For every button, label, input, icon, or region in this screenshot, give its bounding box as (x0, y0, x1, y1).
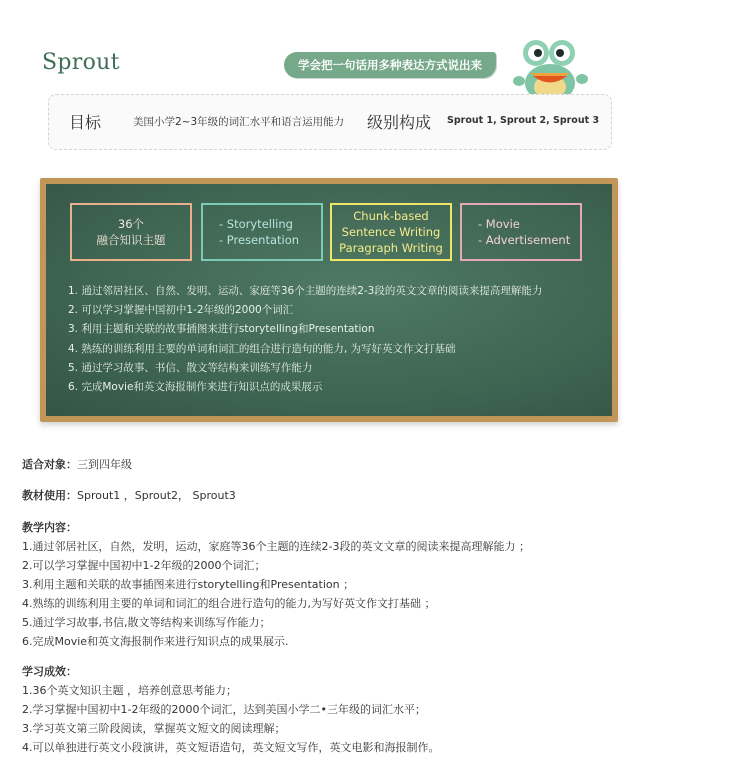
outcome-title (22, 665, 77, 679)
chip-line: 36个 (117, 217, 145, 231)
chip-line: - Movie (478, 217, 520, 231)
target-value: 三到四年级 (77, 458, 132, 471)
chip-line: - Storytelling (219, 217, 293, 231)
slogan-banner: 学会把一句话用多种表达方式说出来 (284, 52, 496, 78)
outcome-item: 2.学习掌握中国初中1-2年级的2000个词汇，达到美国小学二•三年级的词汇水平； (22, 703, 426, 716)
board-list (68, 282, 542, 397)
chalkboard (40, 178, 618, 422)
content-item: 5.通过学习故事,书信,散文等结构来训练写作能力； (22, 616, 271, 629)
chip-line: Paragraph Writing (339, 241, 443, 255)
chip-line: 融合知识主题 (96, 233, 166, 247)
chip-writing (330, 203, 452, 261)
chalkboard-surface (46, 184, 612, 416)
chip-knowledge-topics (70, 203, 192, 261)
content-item: 6.完成Movie和英文海报制作来进行知识点的成果展示. (22, 635, 289, 648)
board-item: 4. 熟练的训练利用主要的单词和词汇的组合进行造句的能力, 为写好英文作文打基础 (68, 342, 456, 355)
board-item: 6. 完成Movie和英文海报制作来进行知识点的成果展示 (68, 381, 323, 394)
board-item: 3. 利用主题和关联的故事插图来进行storytelling和Presentation (68, 323, 375, 336)
goal-level-box (48, 94, 612, 150)
level-text: Sprout 1, Sprout 2, Sprout 3 (447, 115, 600, 126)
goal-text: 美国小学2~3年级的词汇水平和语言运用能力 (133, 116, 345, 128)
chip-line: - Presentation (219, 233, 300, 247)
outcome-item: 1.36个英文知识主题 ，培养创意思考能力； (22, 684, 237, 697)
board-item: 5. 通过学习故事、书信、散文等结构来训练写作能力 (68, 361, 313, 374)
materials-row (22, 489, 236, 503)
chip-line: Sentence Writing (341, 225, 441, 239)
content-title (22, 521, 77, 535)
outcome-title-text: 学习成效： (22, 665, 77, 678)
goal-label: 目标 (69, 113, 102, 132)
outcome-item: 4.可以单独进行英文小段演讲，英文短语造句，英文短文写作，英文电影和海报制作。 (22, 741, 440, 754)
content-item: 3.利用主题和关联的故事插图来进行storytelling和Presentation ； (22, 578, 355, 591)
materials-label: 教材使用： (22, 489, 77, 502)
board-item: 2. 可以学习掌握中国初中1-2年级的2000个词汇 (68, 304, 294, 317)
chip-storytelling (201, 203, 323, 261)
brand-title: Sprout (42, 50, 120, 75)
level-label: 级别构成 (367, 113, 432, 132)
target-row (22, 458, 132, 472)
chip-line: Chunk-based (353, 209, 429, 223)
content-item: 4.熟练的训练利用主要的单词和词汇的组合进行造句的能力,为写好英文作文打基础 ； (22, 597, 436, 610)
content-title-text: 教学内容： (22, 521, 77, 534)
content-item: 2.可以学习掌握中国初中1-2年级的2000个词汇； (22, 559, 266, 572)
outcome-item: 3.学习英文第三阶段阅读，掌握英文短文的阅读理解； (22, 722, 286, 735)
target-label: 适合对象： (22, 458, 77, 471)
content-item: 1.通过邻居社区，自然，发明，运动，家庭等36个主题的连续2-3段的英文文章的阅读来提高理解能力 ； (22, 540, 530, 553)
board-item: 1. 通过邻居社区、自然、发明、运动、家庭等36个主题的连续2-3段的英文文章的阅读来提高理解能力 (68, 285, 543, 297)
chip-line: - Advertisement (478, 233, 571, 247)
materials-value: Sprout1 ，Sprout2， Sprout3 (77, 489, 236, 502)
chip-movie (460, 203, 582, 261)
